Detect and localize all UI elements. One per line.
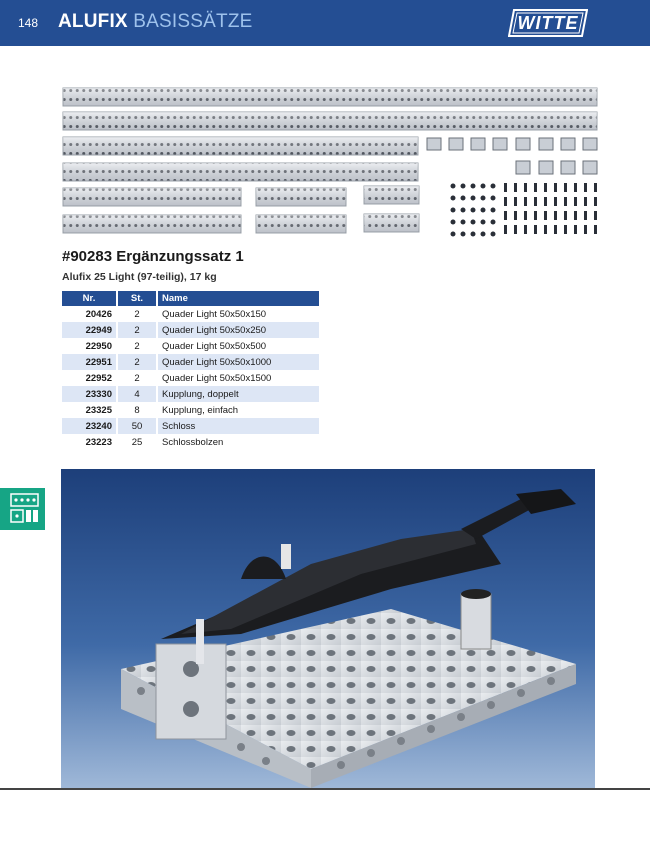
product-photo	[61, 469, 595, 788]
cell-nr: 22952	[62, 370, 117, 386]
footer-divider	[0, 788, 650, 790]
cell-st: 50	[117, 418, 157, 434]
set-subtitle: Alufix 25 Light (97-teilig), 17 kg	[62, 271, 217, 283]
cell-st: 2	[117, 322, 157, 338]
cell-name: Quader Light 50x50x150	[162, 308, 267, 320]
cell-st: 2	[117, 354, 157, 370]
section-title	[58, 11, 253, 33]
cell-nr: 22949	[62, 322, 117, 338]
table-header-row	[62, 291, 319, 306]
cell-name: Quader Light 50x50x1500	[162, 372, 272, 384]
locks-and-bolts	[451, 183, 598, 237]
table-row	[62, 402, 319, 418]
table-row	[62, 386, 319, 402]
cell-name: Kupplung, doppelt	[157, 386, 319, 402]
table-row	[62, 322, 319, 338]
cell-name: Schlossbolzen	[162, 436, 224, 448]
table-row	[62, 338, 319, 354]
cell-nr: 20426	[62, 306, 117, 322]
header-st: St.	[117, 291, 157, 306]
cell-nr: 23223	[62, 434, 117, 450]
table-row	[62, 306, 319, 322]
cell-name: Quader Light 50x50x1000	[157, 354, 319, 370]
cell-nr: 22950	[62, 338, 117, 354]
section-title-bold: ALUFIX	[58, 11, 128, 32]
table-row	[62, 370, 319, 386]
cell-st: 2	[117, 306, 157, 322]
cell-st: 2	[117, 370, 157, 386]
parts-illustration	[61, 86, 601, 241]
cell-st: 8	[117, 402, 157, 418]
table-row	[62, 354, 319, 370]
cell-name: Quader Light 50x50x500	[162, 340, 267, 352]
cell-name: Kupplung, einfach	[162, 404, 239, 416]
fixture-plate-icon	[0, 488, 45, 530]
page-number: 148	[18, 16, 39, 30]
cell-nr: 23240	[62, 418, 117, 434]
chapter-tab	[0, 488, 45, 530]
header-nr: Nr.	[62, 291, 117, 306]
couplings	[427, 138, 597, 174]
parts-table	[62, 291, 319, 450]
cell-nr: 23330	[62, 386, 117, 402]
cell-st: 2	[117, 338, 157, 354]
header-name: Name	[157, 291, 319, 306]
cell-st: 4	[117, 386, 157, 402]
cell-nr: 23325	[62, 402, 117, 418]
logo-text: WITTE	[517, 13, 579, 33]
page-header	[0, 0, 650, 46]
section-title-light: BASISSÄTZE	[133, 11, 253, 32]
cell-st: 25	[117, 434, 157, 450]
cell-nr: 22951	[62, 354, 117, 370]
set-title: #90283 Ergänzungssatz 1	[62, 248, 244, 265]
table-row	[62, 418, 319, 434]
cell-name: Quader Light 50x50x250	[157, 322, 319, 338]
cell-name: Schloss	[157, 418, 319, 434]
table-row	[62, 434, 319, 450]
witte-logo	[508, 8, 588, 38]
